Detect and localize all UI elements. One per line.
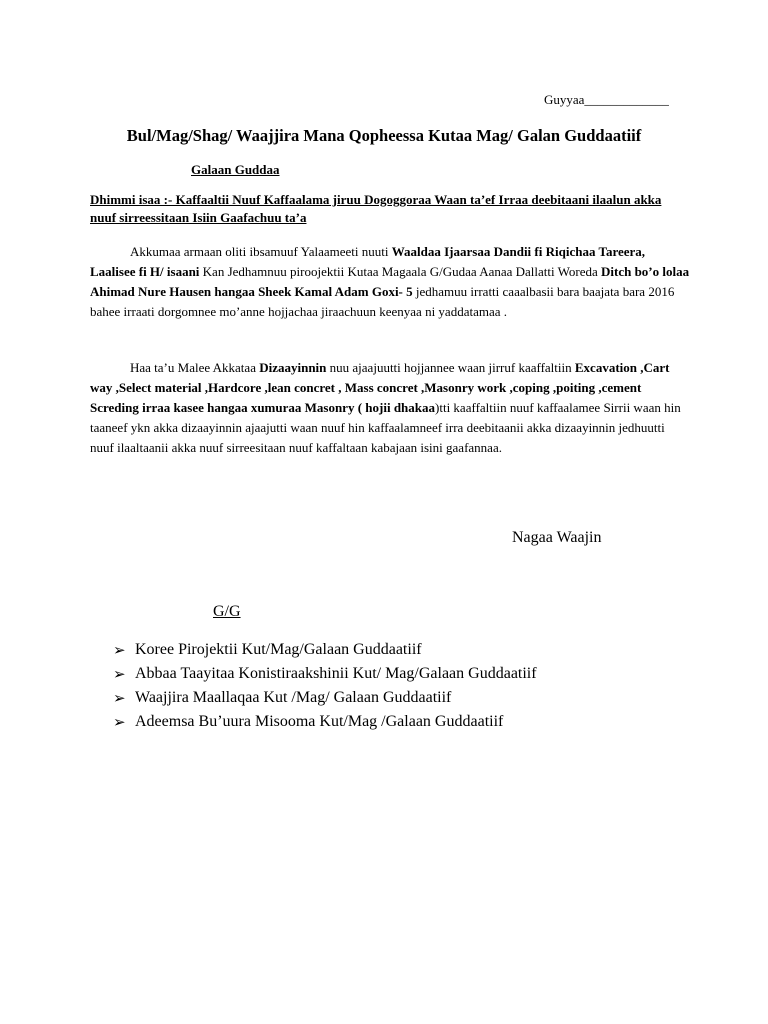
p2-bold-2: Excavation ,Cart way ,Select material ,Hardcore ,lean concret , Mass concret ,Masonry work ,coping ,poiting ,cement Screding irraa kasee hangaa xumuraa Masonry ( hojii dhakaa: [90, 360, 670, 415]
cc-item-text: Abbaa Taayitaa Konistiraakshinii Kut/ Mag/Galaan Guddaatiif: [135, 665, 537, 682]
cc-list-item: [113, 662, 537, 686]
p2-text-2: nuu ajaajuutti hojjannee waan jirruf kaaffaltiin: [326, 360, 575, 375]
arrowhead-bullet-icon: ➢: [113, 689, 126, 707]
p2-text-1: Haa ta’u Malee Akkataa: [130, 360, 260, 375]
addressee: Galaan Guddaa: [191, 162, 280, 177]
cc-list-item: [113, 686, 537, 710]
cc-label: G/G: [213, 603, 241, 620]
p1-text-2: Kan Jedhamnuu piroojektii Kutaa Magaala G/Gudaa Aanaa Dallatti Woreda: [199, 264, 601, 279]
subject-line: Dhimmi isaa :- Kaffaaltii Nuuf Kaffaalama jiruu Dogoggoraa Waan ta’ef Irraa deebitaani ilaalun akka nuuf sirreessitaan Isiin Gaafachuu ta’a: [90, 192, 662, 225]
arrowhead-bullet-icon: ➢: [113, 641, 126, 659]
p1-text-3: jedhamuu irratti caaalbasii bara baajata bara 2016 bahee irraati dorgomnee mo’anne hojjachaa jiraachuun keenyaa ni yaddatamaa .: [90, 284, 675, 319]
p1-bold-2: Ditch bo’o lolaa Ahimad Nure Hausen hangaa Sheek Kamal Adam Goxi- 5: [90, 264, 690, 299]
p1-bold-1: Waaldaa Ijaarsaa Dandii fi Riqichaa Tareera, Laalisee fi H/ isaani: [90, 244, 646, 279]
p2-text-3: )tti kaaffaltiin nuuf kaffaalamee Sirrii waan hin taaneef ykn akka dizaayinnin ajaajutti waan nuuf hin kaffaalamneef irra deebitaanii akka dizaayinnin jedhuutti nuuf ilaaltaanii akka nuuf sirreesitaan nuuf kaffaltaan kabajaan isini gaafannaa.: [90, 400, 681, 455]
arrowhead-bullet-icon: ➢: [113, 713, 126, 731]
cc-list-item: [113, 638, 537, 662]
arrowhead-bullet-icon: ➢: [113, 665, 126, 683]
cc-list: [113, 638, 537, 734]
closing-salutation: Nagaa Waajin: [512, 529, 602, 546]
cc-list-item: [113, 710, 537, 734]
body-paragraph-2: [90, 358, 690, 458]
date-line: Guyyaa_____________: [544, 92, 669, 107]
p1-text-1: Akkumaa armaan oliti ibsamuuf Yalaameeti nuuti: [130, 244, 392, 259]
letter-title: Bul/Mag/Shag/ Waajjira Mana Qopheessa Kutaa Mag/ Galan Guddaatiif: [126, 126, 642, 145]
cc-item-text: Waajjira Maallaqaa Kut /Mag/ Galaan Guddaatiif: [135, 689, 452, 706]
p2-bold-1: Dizaayinnin: [259, 360, 327, 375]
body-paragraph-1: [90, 242, 690, 322]
cc-item-text: Adeemsa Bu’uura Misooma Kut/Mag /Galaan Guddaatiif: [135, 713, 504, 730]
cc-item-text: Koree Pirojektii Kut/Mag/Galaan Guddaatiif: [135, 641, 422, 658]
